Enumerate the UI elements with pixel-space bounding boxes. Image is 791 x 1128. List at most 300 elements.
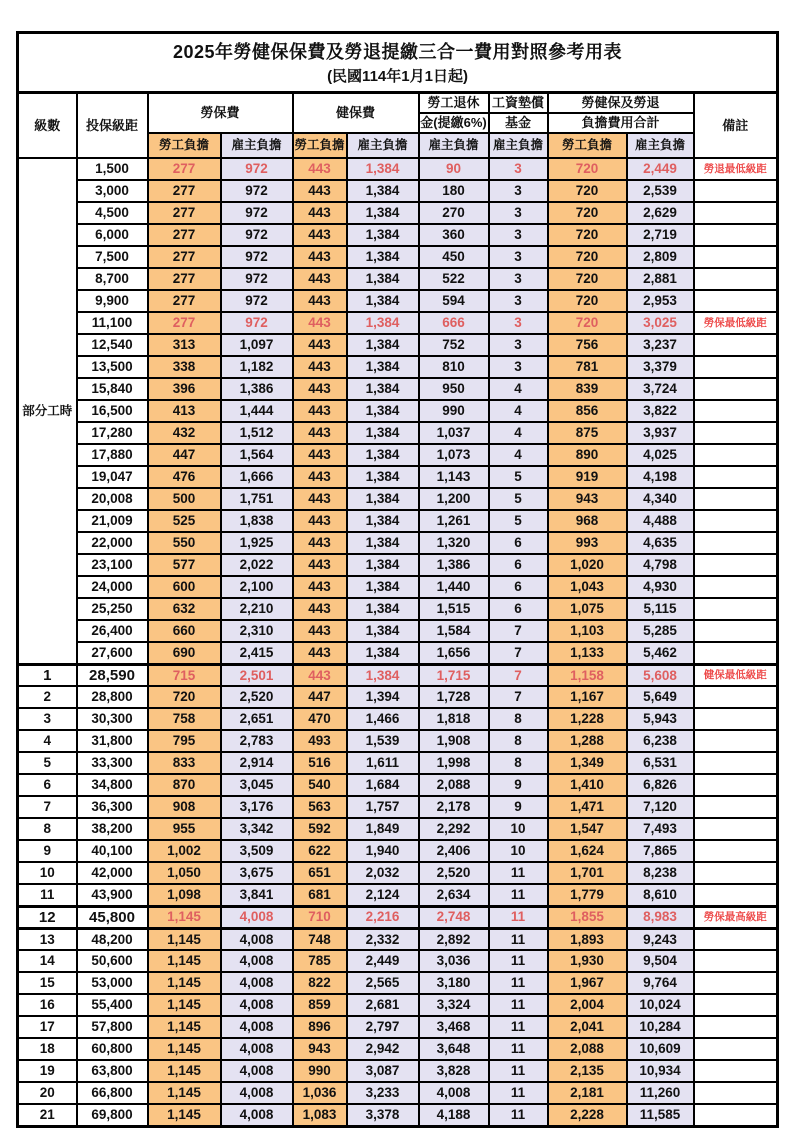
cell-remark	[694, 862, 778, 884]
cell-pension-employer: 950	[419, 378, 489, 400]
cell-labor-employee: 338	[148, 356, 221, 378]
cell-health-employer: 1,384	[347, 290, 419, 312]
cell-total-employee: 720	[548, 268, 627, 290]
cell-health-employee: 443	[293, 290, 347, 312]
cell-labor-employee: 632	[148, 598, 221, 620]
cell-total-employer: 2,449	[627, 158, 694, 180]
cell-remark	[694, 356, 778, 378]
cell-bracket: 15,840	[77, 378, 148, 400]
cell-total-employer: 7,865	[627, 840, 694, 862]
cell-remark	[694, 818, 778, 840]
cell-total-employer: 2,629	[627, 202, 694, 224]
cell-labor-employee: 720	[148, 686, 221, 708]
cell-health-employer: 1,384	[347, 576, 419, 598]
cell-labor-employer: 1,564	[221, 444, 293, 466]
cell-remark: 勞退最低級距	[694, 158, 778, 180]
cell-total-employee: 839	[548, 378, 627, 400]
cell-labor-employer: 4,008	[221, 950, 293, 972]
cell-pension-employer: 594	[419, 290, 489, 312]
cell-health-employer: 1,757	[347, 796, 419, 818]
cell-wage-fund-employer: 11	[489, 1038, 548, 1060]
cell-labor-employee: 1,145	[148, 1038, 221, 1060]
cell-pension-employer: 1,656	[419, 642, 489, 664]
cell-bracket: 55,400	[77, 994, 148, 1016]
header-group-row-1	[18, 93, 778, 114]
cell-total-employee: 1,133	[548, 642, 627, 664]
cell-bracket: 66,800	[77, 1082, 148, 1104]
cell-total-employee: 856	[548, 400, 627, 422]
cell-total-employer: 6,826	[627, 774, 694, 796]
cell-remark: 勞保最高級距	[694, 906, 778, 928]
cell-bracket: 11,100	[77, 312, 148, 334]
cell-health-employee: 443	[293, 378, 347, 400]
cell-total-employer: 11,585	[627, 1104, 694, 1126]
cell-health-employee: 443	[293, 246, 347, 268]
cell-health-employee: 443	[293, 224, 347, 246]
cell-total-employer: 5,943	[627, 708, 694, 730]
cell-labor-employer: 972	[221, 202, 293, 224]
cell-labor-employee: 396	[148, 378, 221, 400]
table-row	[18, 576, 778, 598]
cell-remark	[694, 180, 778, 202]
table-row	[18, 554, 778, 576]
cell-total-employee: 1,349	[548, 752, 627, 774]
cell-labor-employee: 413	[148, 400, 221, 422]
cell-total-employee: 2,228	[548, 1104, 627, 1126]
cell-labor-employer: 2,022	[221, 554, 293, 576]
cell-total-employee: 2,088	[548, 1038, 627, 1060]
cell-remark	[694, 576, 778, 598]
cell-bracket: 48,200	[77, 928, 148, 950]
cell-pension-employer: 2,178	[419, 796, 489, 818]
cell-total-employee: 1,471	[548, 796, 627, 818]
cell-remark: 健保最低級距	[694, 664, 778, 686]
cell-level: 14	[18, 950, 77, 972]
cell-total-employee: 1,288	[548, 730, 627, 752]
cell-total-employee: 1,624	[548, 840, 627, 862]
cell-health-employer: 1,384	[347, 158, 419, 180]
cell-labor-employer: 972	[221, 180, 293, 202]
cell-total-employer: 4,798	[627, 554, 694, 576]
cell-total-employer: 9,504	[627, 950, 694, 972]
cell-pension-employer: 3,828	[419, 1060, 489, 1082]
cell-health-employer: 1,684	[347, 774, 419, 796]
cell-total-employer: 5,115	[627, 598, 694, 620]
table-row	[18, 708, 778, 730]
cell-remark	[694, 488, 778, 510]
cell-bracket: 38,200	[77, 818, 148, 840]
cell-wage-fund-employer: 6	[489, 554, 548, 576]
cell-pension-employer: 1,073	[419, 444, 489, 466]
table-header	[18, 33, 778, 159]
cell-bracket: 17,280	[77, 422, 148, 444]
cell-wage-fund-employer: 10	[489, 818, 548, 840]
cell-level: 2	[18, 686, 77, 708]
cell-bracket: 30,300	[77, 708, 148, 730]
col-header-health-fee: 健保費	[293, 93, 419, 134]
cell-bracket: 69,800	[77, 1104, 148, 1126]
cell-total-employee: 1,158	[548, 664, 627, 686]
cell-health-employer: 1,384	[347, 598, 419, 620]
cell-wage-fund-employer: 6	[489, 532, 548, 554]
cell-bracket: 40,100	[77, 840, 148, 862]
table-row	[18, 180, 778, 202]
cell-total-employer: 7,493	[627, 818, 694, 840]
cell-labor-employer: 1,751	[221, 488, 293, 510]
cell-total-employer: 10,934	[627, 1060, 694, 1082]
cell-labor-employee: 1,098	[148, 884, 221, 906]
cell-remark	[694, 1016, 778, 1038]
cell-pension-employer: 1,998	[419, 752, 489, 774]
cell-total-employee: 720	[548, 312, 627, 334]
cell-pension-employer: 1,908	[419, 730, 489, 752]
cell-level: 12	[18, 906, 77, 928]
cell-pension-employer: 2,520	[419, 862, 489, 884]
cell-labor-employer: 1,097	[221, 334, 293, 356]
cell-bracket: 36,300	[77, 796, 148, 818]
table-row	[18, 1082, 778, 1104]
cell-labor-employer: 3,045	[221, 774, 293, 796]
cell-wage-fund-employer: 11	[489, 906, 548, 928]
cell-labor-employee: 500	[148, 488, 221, 510]
cell-bracket: 50,600	[77, 950, 148, 972]
cell-bracket: 23,100	[77, 554, 148, 576]
cell-remark	[694, 1060, 778, 1082]
col-header-bracket: 投保級距	[77, 93, 148, 159]
cell-pension-employer: 1,200	[419, 488, 489, 510]
cell-wage-fund-employer: 3	[489, 158, 548, 180]
cell-labor-employer: 4,008	[221, 1016, 293, 1038]
cell-health-employee: 443	[293, 576, 347, 598]
cell-level: 3	[18, 708, 77, 730]
cell-pension-employer: 3,180	[419, 972, 489, 994]
cell-pension-employer: 450	[419, 246, 489, 268]
table-row	[18, 488, 778, 510]
cell-level: 16	[18, 994, 77, 1016]
cell-labor-employee: 277	[148, 202, 221, 224]
cell-health-employer: 2,216	[347, 906, 419, 928]
cell-pension-employer: 3,468	[419, 1016, 489, 1038]
cell-labor-employer: 2,501	[221, 664, 293, 686]
cell-labor-employee: 955	[148, 818, 221, 840]
cell-total-employee: 1,228	[548, 708, 627, 730]
cell-remark	[694, 1104, 778, 1126]
table-row	[18, 752, 778, 774]
cell-labor-employee: 432	[148, 422, 221, 444]
cell-wage-fund-employer: 9	[489, 774, 548, 796]
cell-labor-employee: 1,002	[148, 840, 221, 862]
cell-labor-employee: 277	[148, 312, 221, 334]
cell-health-employee: 443	[293, 312, 347, 334]
cell-labor-employer: 4,008	[221, 906, 293, 928]
cell-labor-employee: 1,145	[148, 994, 221, 1016]
cell-total-employee: 2,004	[548, 994, 627, 1016]
cell-wage-fund-employer: 11	[489, 884, 548, 906]
cell-wage-fund-employer: 3	[489, 246, 548, 268]
cell-labor-employer: 2,310	[221, 620, 293, 642]
cell-bracket: 1,500	[77, 158, 148, 180]
cell-pension-employer: 2,088	[419, 774, 489, 796]
cell-labor-employer: 3,675	[221, 862, 293, 884]
cell-total-employee: 720	[548, 224, 627, 246]
cell-wage-fund-employer: 4	[489, 422, 548, 444]
cell-health-employer: 1,384	[347, 620, 419, 642]
cell-remark: 勞保最低級距	[694, 312, 778, 334]
cell-health-employee: 470	[293, 708, 347, 730]
cell-pension-employer: 180	[419, 180, 489, 202]
cell-pension-employer: 1,584	[419, 620, 489, 642]
table-row	[18, 290, 778, 312]
cell-health-employer: 1,384	[347, 356, 419, 378]
cell-level: 10	[18, 862, 77, 884]
cell-remark	[694, 774, 778, 796]
cell-remark	[694, 840, 778, 862]
cell-remark	[694, 950, 778, 972]
cell-level: 11	[18, 884, 77, 906]
cell-health-employee: 592	[293, 818, 347, 840]
cell-labor-employer: 1,666	[221, 466, 293, 488]
cell-labor-employee: 1,145	[148, 906, 221, 928]
cell-health-employee: 943	[293, 1038, 347, 1060]
cell-health-employee: 443	[293, 532, 347, 554]
cell-total-employee: 2,181	[548, 1082, 627, 1104]
cell-bracket: 8,700	[77, 268, 148, 290]
cell-total-employee: 1,893	[548, 928, 627, 950]
cell-labor-employer: 4,008	[221, 972, 293, 994]
cell-total-employer: 2,539	[627, 180, 694, 202]
table-row	[18, 840, 778, 862]
cell-level: 21	[18, 1104, 77, 1126]
cell-total-employer: 3,822	[627, 400, 694, 422]
table-row	[18, 664, 778, 686]
cell-bracket: 13,500	[77, 356, 148, 378]
cell-remark	[694, 554, 778, 576]
cell-bracket: 3,000	[77, 180, 148, 202]
cell-health-employee: 1,083	[293, 1104, 347, 1126]
cell-labor-employer: 1,925	[221, 532, 293, 554]
cell-wage-fund-employer: 3	[489, 312, 548, 334]
cell-total-employer: 4,488	[627, 510, 694, 532]
cell-remark	[694, 642, 778, 664]
cell-labor-employer: 972	[221, 268, 293, 290]
cell-total-employer: 8,983	[627, 906, 694, 928]
cell-bracket: 26,400	[77, 620, 148, 642]
cell-health-employee: 443	[293, 620, 347, 642]
cell-total-employer: 4,340	[627, 488, 694, 510]
cell-wage-fund-employer: 11	[489, 950, 548, 972]
cell-total-employer: 9,764	[627, 972, 694, 994]
cell-labor-employee: 870	[148, 774, 221, 796]
cell-health-employee: 443	[293, 400, 347, 422]
table-row	[18, 202, 778, 224]
cell-labor-employer: 3,841	[221, 884, 293, 906]
cell-pension-employer: 1,037	[419, 422, 489, 444]
cell-pension-employer: 4,188	[419, 1104, 489, 1126]
cell-health-employer: 3,087	[347, 1060, 419, 1082]
cell-wage-fund-employer: 4	[489, 378, 548, 400]
cell-labor-employee: 577	[148, 554, 221, 576]
cell-health-employee: 443	[293, 202, 347, 224]
cell-labor-employee: 908	[148, 796, 221, 818]
cell-health-employer: 1,384	[347, 224, 419, 246]
cell-remark	[694, 730, 778, 752]
cell-total-employee: 1,075	[548, 598, 627, 620]
cell-pension-employer: 2,292	[419, 818, 489, 840]
cell-bracket: 17,880	[77, 444, 148, 466]
cell-wage-fund-employer: 4	[489, 400, 548, 422]
cell-wage-fund-employer: 11	[489, 862, 548, 884]
cell-bracket: 43,900	[77, 884, 148, 906]
table-row	[18, 268, 778, 290]
cell-wage-fund-employer: 5	[489, 466, 548, 488]
cell-level: 4	[18, 730, 77, 752]
cell-health-employer: 2,942	[347, 1038, 419, 1060]
cell-health-employer: 2,032	[347, 862, 419, 884]
cell-labor-employee: 277	[148, 180, 221, 202]
cell-total-employee: 875	[548, 422, 627, 444]
cell-remark	[694, 400, 778, 422]
cell-wage-fund-employer: 6	[489, 598, 548, 620]
cell-level: 1	[18, 664, 77, 686]
cell-total-employer: 5,462	[627, 642, 694, 664]
cell-level: 19	[18, 1060, 77, 1082]
cell-health-employee: 540	[293, 774, 347, 796]
cell-wage-fund-employer: 11	[489, 972, 548, 994]
cell-remark	[694, 598, 778, 620]
cell-wage-fund-employer: 4	[489, 444, 548, 466]
cell-remark	[694, 224, 778, 246]
cell-health-employee: 516	[293, 752, 347, 774]
table-row	[18, 620, 778, 642]
cell-total-employer: 3,025	[627, 312, 694, 334]
cell-wage-fund-employer: 8	[489, 708, 548, 730]
cell-bracket: 24,000	[77, 576, 148, 598]
cell-total-employee: 919	[548, 466, 627, 488]
cell-bracket: 21,009	[77, 510, 148, 532]
cell-labor-employer: 4,008	[221, 994, 293, 1016]
cell-health-employer: 1,384	[347, 202, 419, 224]
cell-health-employer: 1,384	[347, 180, 419, 202]
cell-total-employee: 1,103	[548, 620, 627, 642]
cell-wage-fund-employer: 3	[489, 180, 548, 202]
cell-total-employee: 720	[548, 290, 627, 312]
cell-labor-employee: 1,050	[148, 862, 221, 884]
cell-health-employee: 443	[293, 268, 347, 290]
cell-total-employer: 7,120	[627, 796, 694, 818]
cell-total-employee: 993	[548, 532, 627, 554]
cell-health-employee: 1,036	[293, 1082, 347, 1104]
table-row	[18, 818, 778, 840]
col-header-pension-line2: 金(提繳6%)	[419, 113, 489, 133]
cell-health-employee: 443	[293, 444, 347, 466]
cell-total-employer: 9,243	[627, 928, 694, 950]
cell-labor-employee: 525	[148, 510, 221, 532]
cell-pension-employer: 1,728	[419, 686, 489, 708]
cell-remark	[694, 532, 778, 554]
cell-bracket: 12,540	[77, 334, 148, 356]
cell-pension-employer: 752	[419, 334, 489, 356]
cell-level: 7	[18, 796, 77, 818]
cell-labor-employer: 2,415	[221, 642, 293, 664]
col-header-labor-fee: 勞保費	[148, 93, 293, 134]
cell-total-employee: 1,410	[548, 774, 627, 796]
cell-labor-employee: 1,145	[148, 1016, 221, 1038]
cell-health-employer: 1,384	[347, 488, 419, 510]
cell-bracket: 42,000	[77, 862, 148, 884]
cell-bracket: 53,000	[77, 972, 148, 994]
cell-labor-employee: 277	[148, 158, 221, 180]
cell-labor-employee: 795	[148, 730, 221, 752]
cell-pension-employer: 666	[419, 312, 489, 334]
col-header-wage-fund-line1: 工資墊償	[489, 93, 548, 114]
table-row	[18, 730, 778, 752]
subheader-wage-fund-employer: 雇主負擔	[489, 133, 548, 158]
cell-labor-employer: 972	[221, 290, 293, 312]
cell-remark	[694, 510, 778, 532]
cell-labor-employer: 3,176	[221, 796, 293, 818]
cell-health-employee: 443	[293, 158, 347, 180]
cell-wage-fund-employer: 11	[489, 1060, 548, 1082]
cell-labor-employer: 3,509	[221, 840, 293, 862]
cell-pension-employer: 1,320	[419, 532, 489, 554]
cell-health-employer: 1,384	[347, 532, 419, 554]
cell-bracket: 28,800	[77, 686, 148, 708]
cell-labor-employer: 1,512	[221, 422, 293, 444]
table-row	[18, 884, 778, 906]
cell-wage-fund-employer: 3	[489, 268, 548, 290]
cell-labor-employer: 972	[221, 312, 293, 334]
cell-remark	[694, 246, 778, 268]
cell-total-employer: 4,635	[627, 532, 694, 554]
cell-bracket: 57,800	[77, 1016, 148, 1038]
cell-pension-employer: 90	[419, 158, 489, 180]
cell-labor-employee: 277	[148, 268, 221, 290]
cell-labor-employer: 2,210	[221, 598, 293, 620]
cell-pension-employer: 522	[419, 268, 489, 290]
cell-total-employer: 3,937	[627, 422, 694, 444]
part-time-merged-cell: 部分工時	[18, 158, 77, 664]
cell-remark	[694, 268, 778, 290]
cell-labor-employee: 277	[148, 290, 221, 312]
cell-labor-employee: 313	[148, 334, 221, 356]
cell-labor-employer: 2,100	[221, 576, 293, 598]
cell-total-employer: 2,809	[627, 246, 694, 268]
cell-health-employee: 859	[293, 994, 347, 1016]
cell-wage-fund-employer: 11	[489, 1082, 548, 1104]
premium-table	[16, 31, 779, 1128]
table-row	[18, 1060, 778, 1082]
cell-level: 9	[18, 840, 77, 862]
cell-wage-fund-employer: 3	[489, 202, 548, 224]
cell-labor-employer: 1,838	[221, 510, 293, 532]
table-row	[18, 334, 778, 356]
cell-total-employer: 3,237	[627, 334, 694, 356]
cell-labor-employee: 1,145	[148, 972, 221, 994]
table-row	[18, 686, 778, 708]
cell-remark	[694, 422, 778, 444]
title-row	[18, 33, 778, 93]
cell-total-employee: 1,043	[548, 576, 627, 598]
cell-pension-employer: 810	[419, 356, 489, 378]
cell-bracket: 9,900	[77, 290, 148, 312]
table-row	[18, 598, 778, 620]
cell-health-employer: 1,384	[347, 400, 419, 422]
cell-labor-employee: 277	[148, 246, 221, 268]
subheader-health-employee: 勞工負擔	[293, 133, 347, 158]
cell-remark	[694, 378, 778, 400]
cell-remark	[694, 620, 778, 642]
cell-health-employee: 443	[293, 356, 347, 378]
